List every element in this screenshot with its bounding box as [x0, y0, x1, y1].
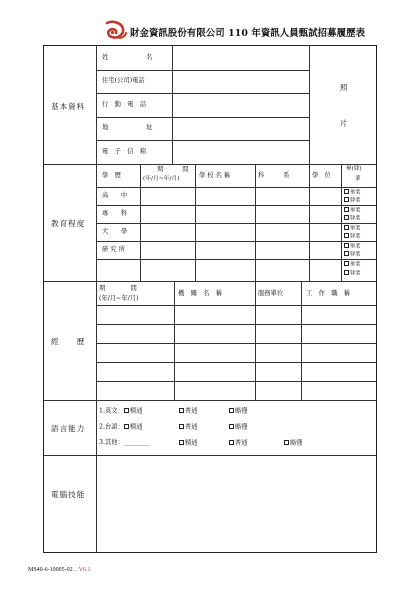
exp-header-period-format: (年/月~年/月): [99, 295, 139, 302]
photo-label-top: 照: [340, 83, 349, 92]
edu-header-title: 學 位: [312, 172, 331, 179]
field-phone-label: 住宅(公司)電話: [102, 77, 145, 84]
edu-header-dept: 科 系: [258, 172, 290, 179]
edu-header-period-format: (年/月~年/月): [143, 176, 180, 182]
checkbox-icon[interactable]: [179, 440, 184, 445]
edu-status-dropped[interactable]: 肄業: [344, 215, 360, 222]
checkbox-icon: [344, 251, 349, 256]
edu-status-dropped[interactable]: 肄業: [344, 197, 360, 204]
checkbox-icon: [344, 261, 349, 266]
checkbox-icon[interactable]: [229, 424, 234, 429]
lang-other-input[interactable]: ________: [123, 439, 150, 446]
section-experience: 經 歷: [51, 337, 86, 346]
edu-status-graduated[interactable]: 畢業: [344, 189, 360, 196]
photo-label-bottom: 片: [340, 119, 349, 128]
lang-row-english: 1.英文： 精通 普通 略懂: [99, 407, 248, 415]
computer-skills-input[interactable]: [97, 456, 376, 552]
checkbox-icon: [344, 243, 349, 248]
page-title: 財金資訊股份有限公司 110 年資訊人員甄試招募履歷表: [130, 28, 366, 39]
exp-header-position: 工 作 職 稱: [306, 290, 351, 297]
field-address-label: 地 址: [102, 124, 153, 131]
checkbox-icon[interactable]: [179, 408, 184, 413]
checkbox-icon: [344, 233, 349, 238]
edu-level-graduate: 研 究 所: [102, 246, 125, 253]
field-phone-input[interactable]: [173, 71, 309, 93]
photo-area: [310, 46, 376, 164]
edu-status-dropped[interactable]: 肄業: [344, 251, 360, 258]
resume-form: [43, 45, 377, 553]
edu-level-highschool: 高 中: [102, 192, 128, 199]
edu-status-graduated[interactable]: 畢業: [344, 243, 360, 250]
section-basic-info: 基本資料: [51, 102, 86, 111]
field-mobile-input[interactable]: [173, 94, 309, 117]
field-name-input[interactable]: [173, 46, 309, 70]
edu-header-status: 畢(肄): [346, 166, 362, 172]
checkbox-icon[interactable]: [229, 440, 234, 445]
checkbox-icon: [344, 189, 349, 194]
field-name-label: 姓 名: [102, 54, 153, 61]
section-education: 教育程度: [51, 219, 86, 228]
checkbox-icon: [344, 225, 349, 230]
field-email-label: 電 子 信 箱: [102, 148, 147, 155]
document-code: MS40-6-10005-02…V6.1: [28, 567, 91, 573]
checkbox-icon[interactable]: [229, 408, 234, 413]
form-header: [0, 20, 420, 46]
lang-row-taiwanese: 2.台語： 精通 普通 略懂: [99, 423, 248, 431]
checkbox-icon: [344, 197, 349, 202]
edu-level-college: 專 科: [102, 210, 128, 217]
edu-level-university: 大 學: [102, 228, 128, 235]
edu-status-graduated[interactable]: 畢業: [344, 261, 360, 268]
edu-header-period: 期 間: [157, 166, 189, 173]
checkbox-icon[interactable]: [124, 408, 129, 413]
edu-status-dropped[interactable]: 肄業: [344, 233, 360, 240]
edu-header-status-2: 業: [355, 176, 361, 182]
edu-header-degree: 學 歷: [102, 172, 121, 179]
checkbox-icon[interactable]: [179, 424, 184, 429]
field-mobile-label: 行 動 電 話: [102, 101, 147, 108]
checkbox-icon: [344, 215, 349, 220]
field-email-input[interactable]: [173, 141, 309, 164]
exp-header-org: 機 關 名 稱: [178, 290, 223, 297]
section-language: 語言能力: [51, 424, 86, 433]
edu-status-graduated[interactable]: 畢業: [344, 225, 360, 232]
edu-header-school: 學 校 名 稱: [199, 172, 231, 179]
checkbox-icon: [344, 207, 349, 212]
lang-row-other: 3.其他：________ 精通 普通 略懂: [99, 439, 303, 447]
exp-header-unit: 服務單位: [258, 290, 284, 297]
company-logo-icon: [103, 20, 129, 44]
edu-status-graduated[interactable]: 畢業: [344, 207, 360, 214]
checkbox-icon: [344, 270, 349, 275]
exp-header-period: 期 間: [99, 285, 137, 292]
checkbox-icon[interactable]: [284, 440, 289, 445]
edu-status-dropped[interactable]: 肄業: [344, 270, 360, 277]
checkbox-icon[interactable]: [124, 424, 129, 429]
section-computer-skills: 電腦技能: [51, 490, 86, 499]
field-address-input[interactable]: [173, 118, 309, 140]
